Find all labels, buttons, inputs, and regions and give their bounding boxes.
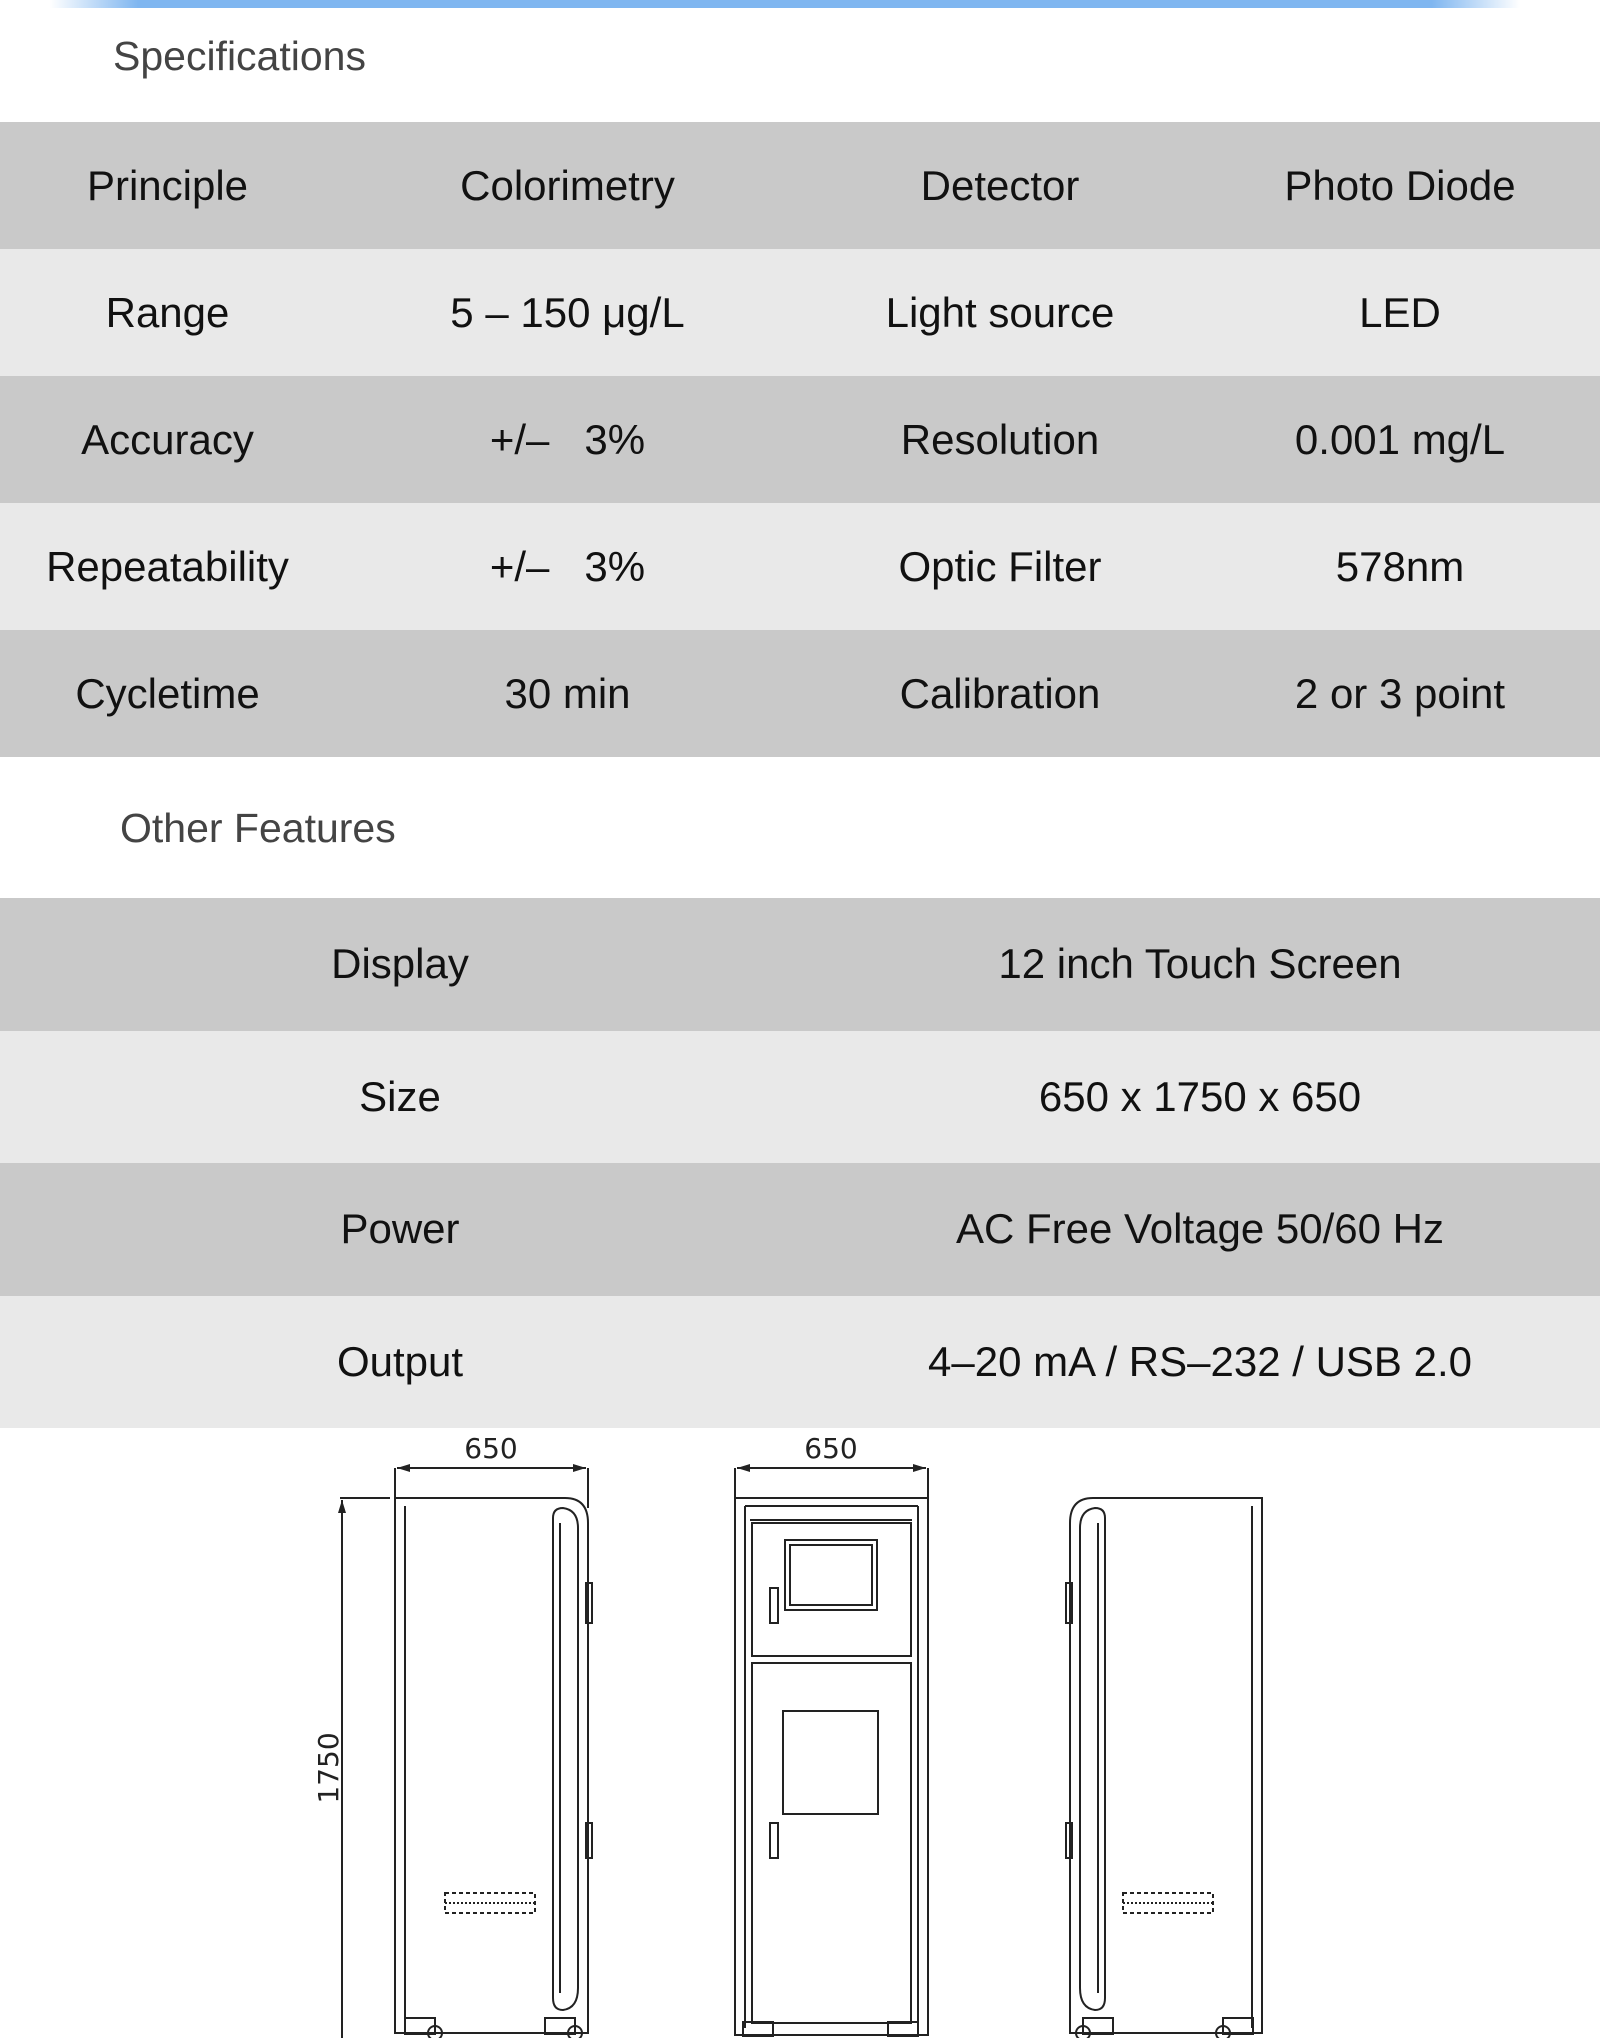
spec-value: Photo Diode (1284, 161, 1516, 209)
other-features-title: Other Features (120, 805, 396, 851)
spec-label: Repeatability (46, 542, 289, 590)
spec-value: 0.001 mg/L (1294, 415, 1506, 463)
specifications-table (0, 122, 1600, 757)
feature-value: 4–20 mA / RS–232 / USB 2.0 (928, 1337, 1472, 1385)
feature-row (0, 1163, 1600, 1296)
front-view (735, 1432, 928, 2036)
side-view-left (312, 1432, 592, 2038)
feature-row (0, 898, 1600, 1031)
spec-label: Resolution (900, 415, 1100, 463)
spec-label: Principle (86, 161, 249, 209)
spec-row (0, 122, 1600, 249)
spec-value: 2 or 3 point (1294, 669, 1506, 717)
spec-value: +/– 3% (489, 542, 646, 590)
side-width-label: 650 (464, 1432, 518, 1465)
feature-value: AC Free Voltage 50/60 Hz (956, 1205, 1444, 1253)
spec-row (0, 249, 1600, 376)
feature-value: 12 inch Touch Screen (998, 940, 1402, 988)
cabinet-drawing-svg (0, 1428, 1600, 2038)
spec-label: Light source (885, 288, 1115, 336)
spec-value: Colorimetry (460, 161, 675, 209)
spec-label: Calibration (899, 669, 1101, 717)
top-accent-bar (50, 0, 1520, 8)
side-view-right (1066, 1498, 1262, 2038)
feature-value: 650 x 1750 x 650 (1038, 1072, 1362, 1120)
spec-value: +/– 3% (489, 415, 646, 463)
spec-label: Optic Filter (898, 542, 1102, 590)
specifications-title: Specifications (113, 33, 366, 79)
feature-row (0, 1031, 1600, 1164)
spec-value: 5 – 150 μg/L (450, 288, 685, 336)
cabinet-drawing (0, 1428, 1600, 2038)
front-width-label: 650 (804, 1432, 858, 1465)
feature-label: Size (359, 1072, 441, 1120)
spec-value: 30 min (504, 669, 631, 717)
spec-row (0, 503, 1600, 630)
feature-row (0, 1296, 1600, 1429)
spec-label: Cycletime (75, 669, 260, 717)
spec-row (0, 376, 1600, 503)
spec-label: Range (105, 288, 230, 336)
spec-value: LED (1359, 288, 1441, 336)
feature-label: Display (331, 940, 469, 988)
spec-label: Accuracy (81, 415, 254, 463)
feature-label: Output (336, 1337, 464, 1385)
spec-value: 578nm (1335, 542, 1465, 590)
other-features-table (0, 898, 1600, 1428)
spec-label: Detector (920, 161, 1080, 209)
feature-label: Power (340, 1205, 460, 1253)
height-label: 1750 (312, 1732, 345, 1804)
spec-row (0, 630, 1600, 757)
